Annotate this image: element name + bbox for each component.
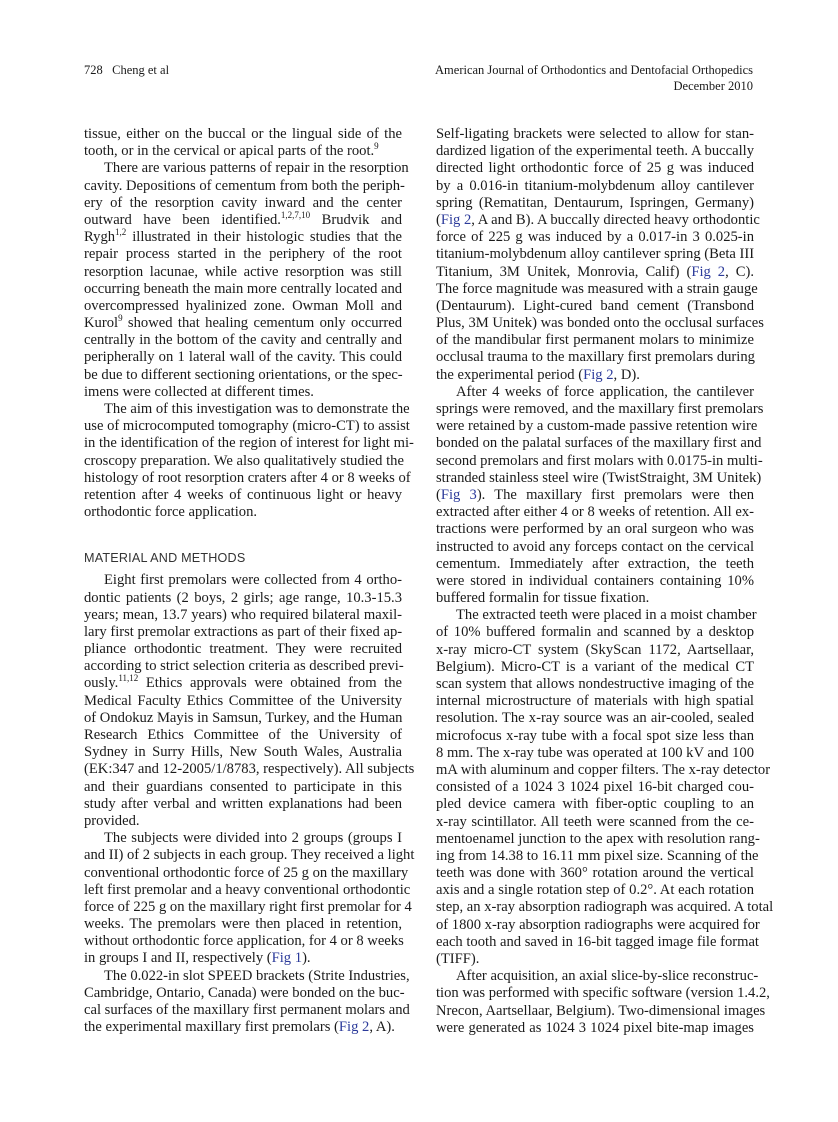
citation-superscript[interactable]: 9 [374,141,379,152]
right-column [436,126,774,1037]
text-line: extracted after either 4 or 8 weeks of retention. All ex- [436,504,754,521]
text-line: resorption lacunae, while active resorption was still [84,263,402,280]
text-line: were generated as 1024 3 1024 pixel bite-map images [436,1019,754,1036]
paragraph [436,968,770,1037]
text-line: retention after 4 weeks of continuous light or heavy [84,486,402,503]
text-line: Research Ethics Committee of the University of [84,727,402,743]
paragraph [436,607,774,968]
text-line: histology of root resorption craters after 4 or 8 weeks of [84,469,411,486]
text-line: dardized ligation of the experimental teeth. A buccally [436,143,754,160]
paragraph [84,401,414,521]
journal-title: American Journal of Orthodontics and Dentofacial Orthopedics [435,63,753,77]
text-line: x-ray scintillator. All teeth were scanned from the ce- [436,813,754,830]
text-line: cavity. Depositions of cementum from both the periph- [84,177,405,194]
figure-link[interactable]: Fig 2 [583,366,614,383]
text-line: internal microstructure of materials with high spatial [436,693,754,710]
text-line: There are various patterns of repair in the resorption [104,160,409,177]
text-line: springs were removed, and the maxillary first premolars [436,401,764,417]
text-line: pled device camera with fiber-optic coupling to an [436,796,754,813]
text-line: The aim of this investigation was to demonstrate the [104,401,410,417]
paragraph [436,383,764,607]
text-line: occlusal trauma to the maxillary first premolars during [436,349,755,366]
text-line: force of 225 g was induced by a 0.017-in 3 0.025-in [436,229,754,246]
text-line: orthodontic force application. [84,504,258,521]
text-line: weeks. The premolars were then placed in retention, [84,916,402,933]
text-line: Titanium, 3M Unitek, Monrovia, Calif) (Fig 2, C). [436,263,754,280]
text-line: of the mandibular first permanent molars to minimize [436,332,754,349]
text-line: Self-ligating brackets were selected to allow for stan- [436,126,754,142]
citation-superscript[interactable]: 9 [118,313,123,324]
citation-superscript[interactable]: 1,2 [115,227,127,238]
text-line: (Fig 3). The maxillary first premolars were then [436,486,754,503]
text-line: The extracted teeth were placed in a moist chamber [456,607,757,624]
text-line: (TIFF). [436,951,480,967]
citation-superscript[interactable]: 1,2,7,10 [280,209,311,220]
text-line: 8 mm. The x-ray tube was operated at 100 kV and 100 [436,744,755,761]
text-line: ery of the resorption cavity inward and the center [84,194,402,211]
text-line: cementum. Immediately after extraction, the teeth [436,555,754,572]
text-line: After acquisition, an axial slice-by-slice reconstruc- [456,968,759,985]
text-line: directed light orthodontic force of 25 g was induced [436,160,754,177]
text-line: of 10% buffered formalin and scanned by a desktop [436,624,754,641]
figure-link[interactable]: Fig 2 [440,211,472,228]
paragraph [84,830,415,968]
text-line: The 0.022-in slot SPEED brackets (Strite Industries, [104,967,410,984]
text-line: conventional orthodontic force of 25 g on the maxillary [84,864,409,881]
text-line: croscopy preparation. We also qualitatively studied the [84,452,404,469]
paragraph [436,126,764,384]
text-line: Plus, 3M Unitek) was bonded onto the occlusal surfaces [436,315,764,332]
section-heading: MATERIAL AND METHODS [84,551,246,566]
text-line: overcompressed hyalinized zone. Owman Moll and [84,297,402,314]
text-line: cal surfaces of the maxillary first permanent molars and [84,1002,410,1018]
text-line: by a 0.016-in titanium-molybdenum alloy cantilever [436,177,754,194]
text-line: step, an x-ray absorption radiograph was acquired. A total [436,899,774,916]
figure-link[interactable]: Fig 2 [338,1019,370,1036]
text-line: spring (Rematitan, Dentaurum, Ispringen, Germany) [436,194,754,211]
text-line: of Ondokuz Mayis in Samsun, Turkey, and the Human [84,709,403,726]
text-line: each tooth and saved in 16-bit tagged image file format [436,933,759,950]
text-line: mA with aluminum and copper filters. The x-ray detector [436,761,771,778]
text-line: After 4 weeks of force application, the cantilever [456,383,754,400]
text-line: peripherally on 1 lateral wall of the cavity. This could [84,349,402,366]
text-line: The subjects were divided into 2 groups (groups I [104,830,402,847]
figure-link[interactable]: Fig 3 [440,486,477,503]
text-line: (Fig 2, A and B). A buccally directed heavy orthodontic [436,211,760,228]
running-authors: Cheng et al [112,63,170,77]
text-line: pliance orthodontic treatment. They were recruited [84,641,402,658]
text-line: mentoenamel junction to the apex with resolution rang- [436,830,760,847]
citation-superscript[interactable]: 11,12 [118,673,139,684]
text-line: imens were collected at different times. [84,383,314,400]
text-line: Cambridge, Ontario, Canada) were bonded on the buc- [84,984,405,1001]
text-line: Medical Faculty Ethics Committee of the University [84,692,402,709]
text-line: occurring beneath the main more centrally located and [84,280,403,297]
issue-date: December 2010 [673,79,753,93]
paragraph [84,572,415,830]
text-line: were retained by a custom-made passive retention wire [436,418,758,435]
text-line: and their guardians consented to participate in this [84,778,402,795]
text-line: were stored in individual containers containing 10% [436,572,754,589]
text-line: tissue, either on the buccal or the lingual side of the [84,126,402,142]
text-line: tractions were performed by an oral surgeon who was [436,521,754,538]
text-line: ing from 14.38 to 16.11 mm pixel size. Scanning of the [436,847,759,864]
text-line: force of 225 g on the maxillary right first premolar for 4 [84,898,412,915]
page-number: 728 [84,63,103,77]
text-line: in groups I and II, respectively (Fig 1). [84,950,311,967]
text-line: instructed to avoid any forceps contact on the cervical [436,538,754,555]
figure-link[interactable]: Fig 1 [271,950,303,967]
text-line: (EK:347 and 12-2005/1/8783, respectively). All subjects [84,761,415,778]
figure-link[interactable]: Fig 2 [691,263,726,280]
text-line: ously.$^{11,12}$ Ethics approvals were obtained from the [84,673,402,692]
text-line: teeth was done with 360° rotation around the vertical [436,865,754,882]
paragraph [84,160,409,401]
text-line: second premolars and first molars with 0.0175-in multi- [436,452,763,469]
text-line: repair process started in the periphery of the root [84,246,402,263]
text-line: buffered formalin for tissue fixation. [436,590,650,607]
text-line: bonded on the palatal surfaces of the maxillary first and [436,435,762,452]
text-line: Sydney in Surry Hills, New South Wales, Australia [84,744,402,761]
text-line: Rygh$^{1,2}$ illustrated in their histologic studies that the [84,227,402,246]
text-line: scan system that allows nondestructive imaging of the [436,676,754,692]
running-header-right [435,62,753,94]
text-line: of 1800 x-ray absorption radiographs were acquired for [436,916,760,933]
text-line: (Dentaurum). Light-cured band cement (Transbond [436,297,754,314]
text-line: without orthodontic force application, for 4 or 8 weeks [84,933,404,950]
running-header-left [84,62,169,78]
text-line: centrally in the bottom of the cavity and centrally and [84,332,402,349]
text-line: dontic patients (2 boys, 2 girls; age range, 10.3-15.3 [84,589,402,606]
text-line: Eight first premolars were collected from 4 ortho- [104,572,402,589]
text-line: axis and a single rotation step of 0.2°. At each rotation [436,882,754,899]
text-line: Belgium). Micro-CT is a variant of the medical CT [436,658,754,675]
text-line: tooth, or in the cervical or apical parts of the root.$^9$ [84,141,379,160]
text-line: microfocus x-ray tube with a focal spot size less than [436,727,754,744]
text-line: be due to different sectioning orientations, or the spec- [84,366,403,383]
text-line: use of microcomputed tomography (micro-CT) to assist [84,418,410,435]
text-line: the experimental period (Fig 2, D). [436,366,640,383]
paragraph [84,967,410,1037]
text-line: stranded stainless steel wire (TwistStraight, 3M Unitek) [436,469,762,486]
text-line: outward have been identified.$^{1,2,7,10}$ Brudvik and [84,209,402,228]
paragraph [84,126,402,160]
text-line: consisted of a 1024 3 1024 pixel 16-bit charged cou- [436,779,754,796]
text-line: provided. [84,812,140,829]
text-line: resolution. The x-ray source was an air-cooled, sealed [436,710,754,727]
text-line: titanium-molybdenum alloy cantilever spring (Beta III [436,246,755,263]
text-line: Kurol$^9$ showed that healing cementum only occurred [84,313,402,332]
text-line: Nrecon, Aartsellaar, Belgium). Two-dimensional images [436,1002,766,1019]
text-line: x-ray micro-CT system (SkyScan 1172, Aartsellaar, [436,641,754,658]
text-line: lary first premolar extractions as part of their fixed ap- [84,623,403,640]
text-line: the experimental maxillary first premolars (Fig 2, A). [84,1019,395,1036]
text-line: tion was performed with specific software (version 1.4.2, [436,985,770,1002]
text-line: in the identification of the region of interest for light mi- [84,435,414,452]
text-line: study after verbal and written explanations had been [84,795,402,812]
text-line: years; mean, 13.7 years) who required bilateral maxil- [84,606,402,623]
text-line: and II) of 2 subjects in each group. They received a light [84,847,415,864]
text-line: according to strict selection criteria as described previ- [84,658,404,675]
text-line: left first premolar and a heavy conventional orthodontic [84,881,411,898]
left-column [84,126,415,1036]
text-line: The force magnitude was measured with a strain gauge [436,280,758,297]
